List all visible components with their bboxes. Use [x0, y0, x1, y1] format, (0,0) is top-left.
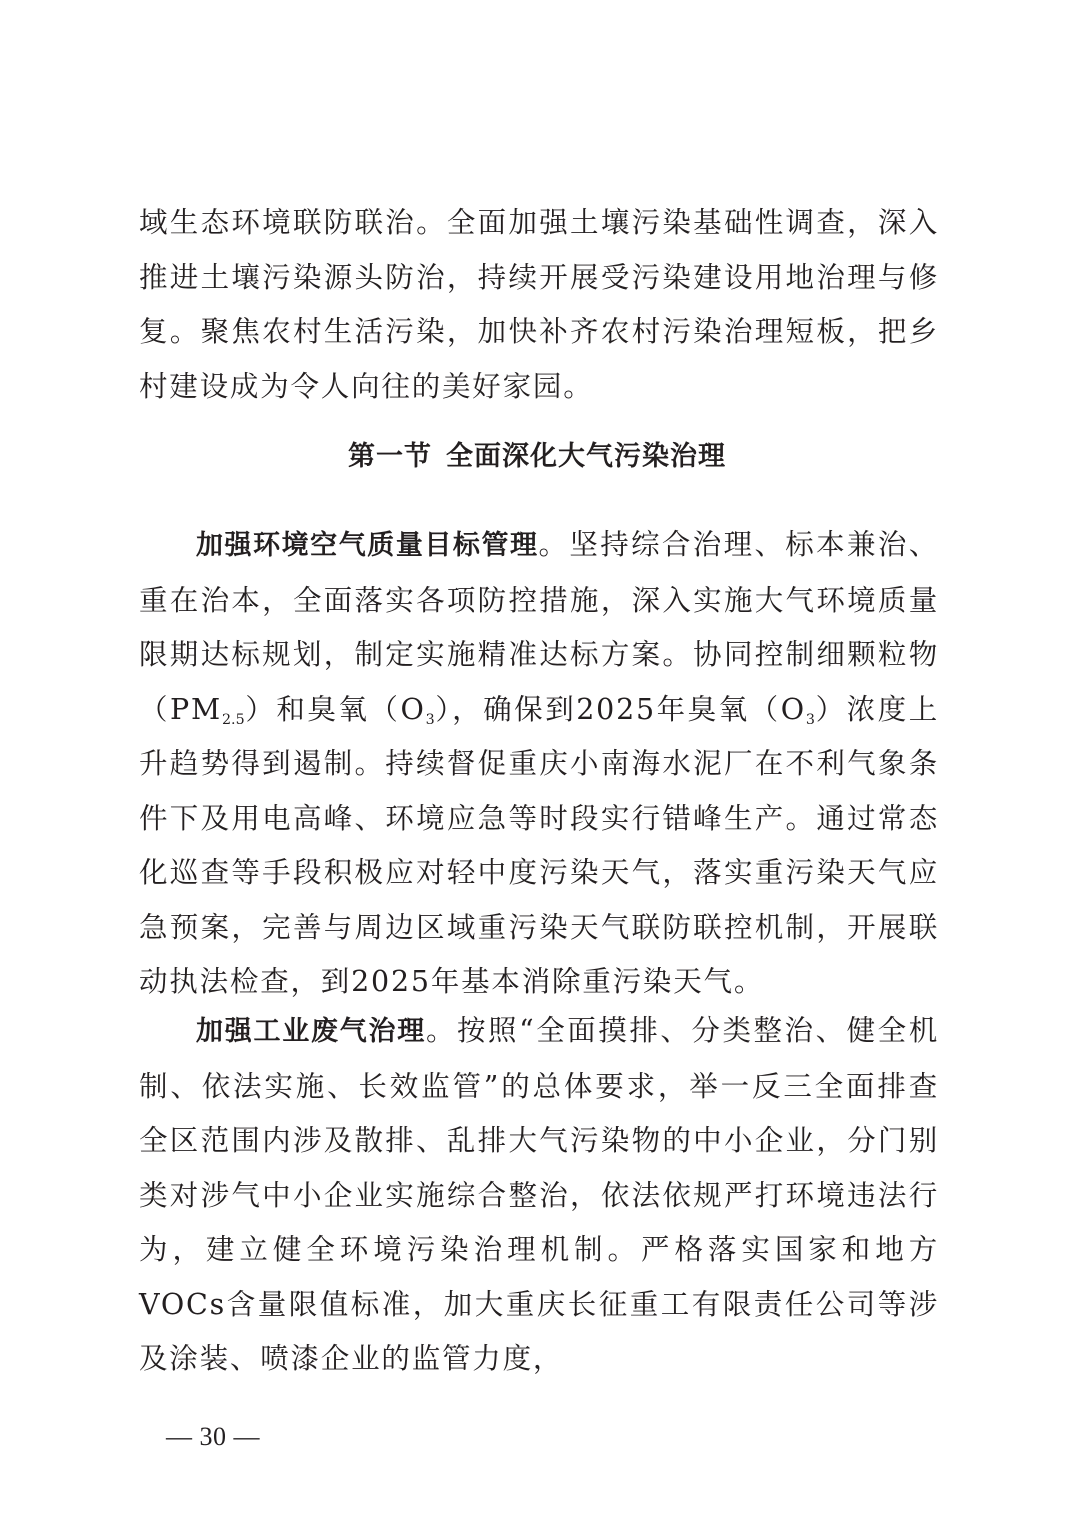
o3-label: $O_3$ [780, 692, 815, 728]
air-quality-text-2: ）和臭氧（ [244, 692, 401, 726]
section-heading [0, 430, 1074, 484]
page-number: — 30 — [166, 1422, 260, 1451]
industrial-paragraph [139, 1004, 939, 1387]
air-quality-paragraph [139, 518, 939, 1010]
air-quality-lead: 加强环境空气质量目标管理 [196, 530, 539, 561]
industrial-lead: 加强工业废气治理 [196, 1016, 426, 1047]
o3-label: $O_3$ [400, 692, 435, 728]
industrial-text: 。按照“全面摸排、分类整治、健全机制、依法实施、长效监管”的总体要求，举一反三全面排查全区范围内涉及散排、乱排大气污染物的中小企业，分门别类对涉气中小企业实施综合整治，依法依规严打环境违法行为，建立健全环境污染治理机制。严格落实国家和地方VOCs含量限值标准，加大重庆长征重工有限责任公司等涉及涂装、喷漆企业的监管力度， [139, 1014, 940, 1375]
intro-paragraph [139, 196, 939, 414]
section-title: 全面深化大气污染治理 [446, 441, 726, 472]
intro-text: 域生态环境联防联治。全面加强土壤污染基础性调查，深入推进土壤污染源头防治，持续开展受污染建设用地治理与修复。聚焦农村生活污染，加快补齐农村污染治理短板，把乡村建设成为令人向往的美好家园。 [139, 206, 939, 403]
section-number: 第一节 [348, 441, 432, 472]
air-quality-text-1: 。坚持综合治理、标本兼治、重在治本，全面落实各项防控措施，深入实施大气环境质量限期达标规划，制定实施精准达标方案。协同控制细颗粒物（ [139, 528, 939, 726]
air-quality-text-3: ），确保到2025年臭氧（ [434, 692, 781, 726]
pm25-label: $PM_{2.5}$ [170, 692, 245, 728]
air-quality-text-4: ）浓度上升趋势得到遏制。持续督促重庆小南海水泥厂在不利气象条件下及用电高峰、环境应急等时段实行错峰生产。通过常态化巡查等手段积极应对轻中度污染天气，落实重污染天气应急预案，完善与周边区域重污染天气联防联控机制，开展联动执法检查，到2025年基本消除重污染天气。 [139, 692, 939, 998]
